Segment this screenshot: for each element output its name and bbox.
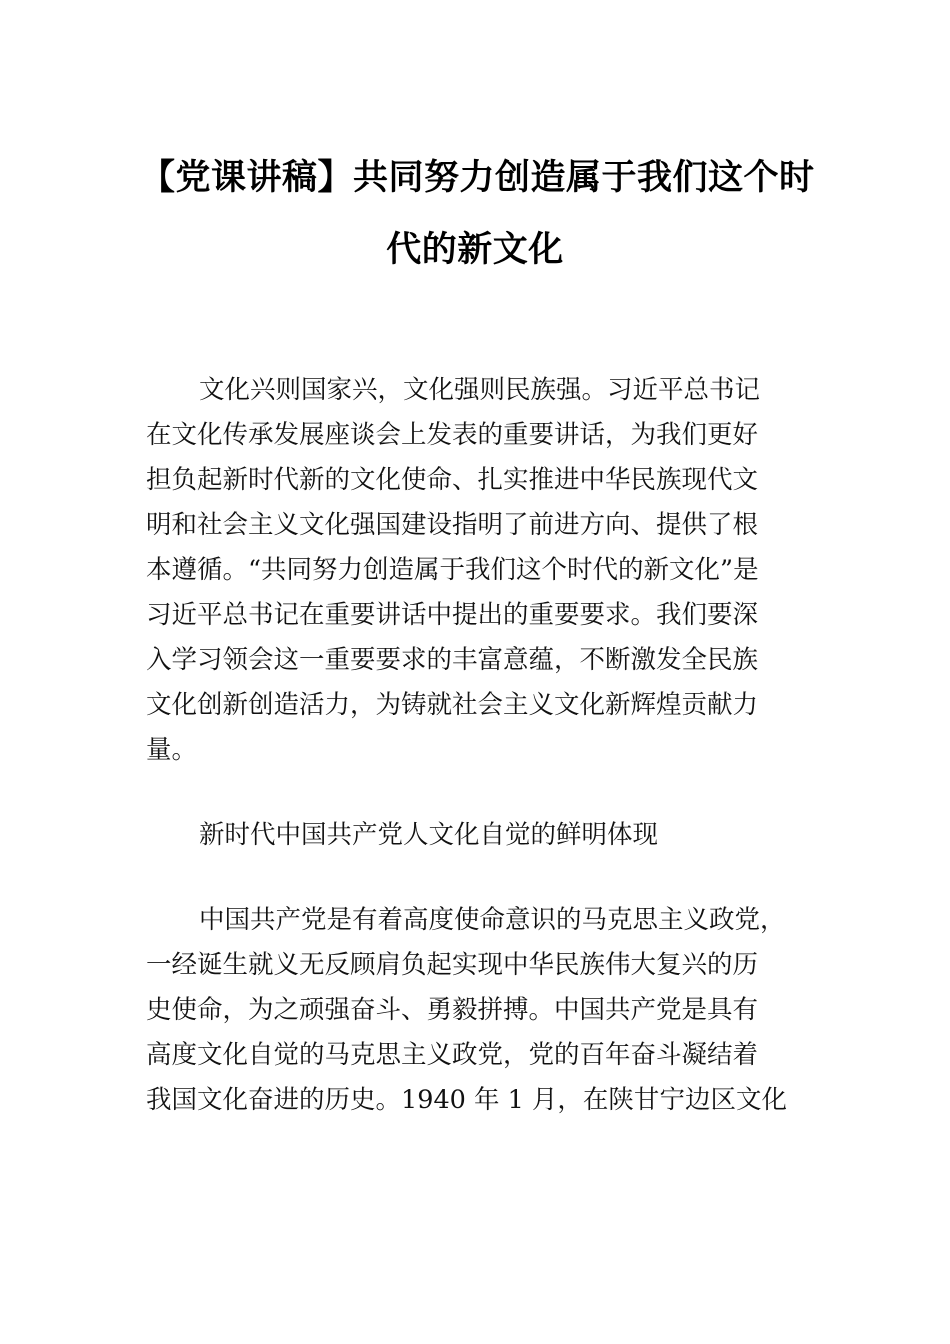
document-title-line-1: 【党课讲稿】共同努力创造属于我们这个时 bbox=[140, 158, 815, 198]
paragraph-2-line-2: 一经诞生就义无反顾肩负起实现中华民族伟大复兴的历 bbox=[146, 950, 759, 980]
paragraph-1-line-5: 本遵循。“共同努力创造属于我们这个时代的新文化”是 bbox=[146, 555, 759, 585]
paragraph-1-line-1: 文化兴则国家兴，文化强则民族强。习近平总书记 bbox=[199, 375, 761, 405]
section-heading: 新时代中国共产党人文化自觉的鲜明体现 bbox=[199, 820, 659, 850]
paragraph-1-line-2: 在文化传承发展座谈会上发表的重要讲话，为我们更好 bbox=[146, 420, 759, 450]
paragraph-2-line-5: 我国文化奋进的历史。1940 年 1 月，在陕甘宁边区文化 bbox=[146, 1085, 787, 1115]
paragraph-2-line-3: 史使命，为之顽强奋斗、勇毅拼搏。中国共产党是具有 bbox=[146, 995, 759, 1025]
paragraph-1-line-3: 担负起新时代新的文化使命、扎实推进中华民族现代文 bbox=[146, 465, 759, 495]
paragraph-1-line-9: 量。 bbox=[146, 735, 198, 765]
paragraph-2-line-4: 高度文化自觉的马克思主义政党，党的百年奋斗凝结着 bbox=[146, 1040, 759, 1070]
document-title-line-2: 代的新文化 bbox=[386, 230, 564, 270]
paragraph-1-line-7: 入学习领会这一重要要求的丰富意蕴，不断激发全民族 bbox=[146, 645, 759, 675]
paragraph-1-line-4: 明和社会主义文化强国建设指明了前进方向、提供了根 bbox=[146, 510, 759, 540]
paragraph-2-line-1: 中国共产党是有着高度使命意识的马克思主义政党， bbox=[199, 905, 786, 935]
paragraph-1-line-6: 习近平总书记在重要讲话中提出的重要要求。我们要深 bbox=[146, 600, 759, 630]
paragraph-1-line-8: 文化创新创造活力，为铸就社会主义文化新辉煌贡献力 bbox=[146, 690, 759, 720]
